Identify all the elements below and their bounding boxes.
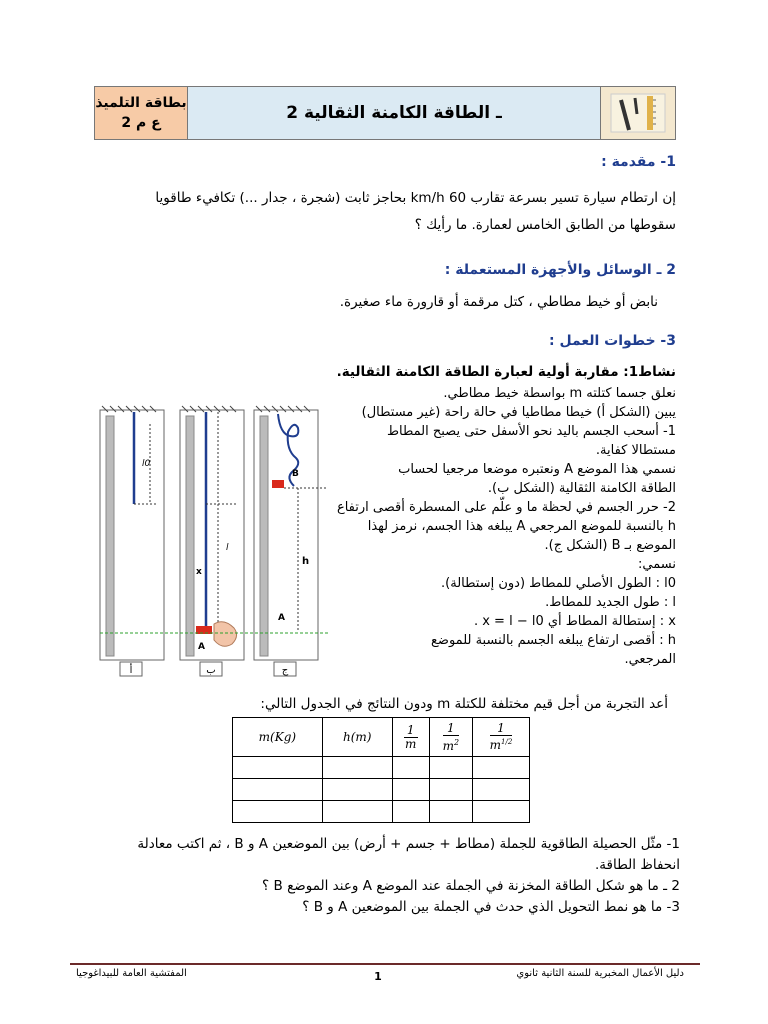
cell[interactable] bbox=[429, 757, 472, 779]
results-table bbox=[232, 717, 530, 823]
card-level: ع م 2 bbox=[121, 115, 161, 131]
col-header-inv-m: $\frac{1}{m}$ bbox=[392, 718, 429, 757]
table-row bbox=[233, 757, 530, 779]
cell[interactable] bbox=[233, 757, 323, 779]
section2-line1: نابض أو خيط مطاطي ، كتل مرقمة أو قارورة ماء صغيرة. bbox=[339, 294, 658, 310]
procedure-line: 2- حرر الجسم في لحظة ما و علّم على المسطرة أقصى ارتفاع bbox=[336, 500, 676, 515]
student-card-box bbox=[95, 87, 188, 139]
questions-block bbox=[60, 834, 680, 918]
cell[interactable] bbox=[322, 757, 392, 779]
procedure-line: المرجعي. bbox=[624, 652, 676, 667]
procedure-line: x : إستطالة المطاط أي x = l − l0 . bbox=[473, 614, 676, 629]
label-l: l bbox=[226, 543, 229, 553]
section1-line2: سقوطها من الطابق الخامس لعمارة. ما رأيك ؟ bbox=[414, 217, 676, 233]
col-header-m: m(Kg) bbox=[233, 718, 323, 757]
procedure-line: نعلق جسما كتلته m بواسطة خيط مطاطي. bbox=[443, 386, 676, 401]
procedure-line: نسمي: bbox=[638, 557, 676, 572]
label-h: h bbox=[302, 556, 310, 567]
section1-heading: 1- مقدمة : bbox=[601, 154, 676, 170]
header-bar bbox=[94, 86, 676, 140]
footer-divider bbox=[70, 963, 700, 965]
procedure-line: h : أقصى ارتفاع يبلغه الجسم بالنسبة للموضع bbox=[431, 633, 676, 648]
ruler-icon bbox=[607, 92, 669, 134]
cell[interactable] bbox=[472, 779, 529, 801]
label-l0: l0 bbox=[142, 459, 151, 469]
label-A-b: A bbox=[198, 642, 205, 652]
question-line: 2 ـ ما هو شكل الطاقة المخزنة في الجملة عند الموضع A وعند الموضع B ؟ bbox=[262, 878, 680, 894]
cell[interactable] bbox=[392, 801, 429, 823]
label-fig-c: ج bbox=[281, 665, 289, 676]
section1-line1: إن ارتطام سيارة تسير بسرعة تقارب 60 km/h بحاجز ثابت (شجرة ، جدار ...) تكافيء طاقويا bbox=[155, 190, 676, 206]
cell[interactable] bbox=[392, 779, 429, 801]
col-header-inv-sqrt-m: $\frac{1}{m^{1/2}}$ bbox=[472, 718, 529, 757]
procedure-line: مستطالا كفاية. bbox=[595, 443, 676, 458]
procedure-line: يبين (الشكل أ) خيطا مطاطيا في حالة راحة (غير مستطال) bbox=[361, 405, 676, 420]
frame-c bbox=[254, 406, 328, 660]
page-number: 1 bbox=[374, 970, 382, 983]
question-line: 1- مثّل الحصيلة الطاقوية للجملة (مطاط + جسم + أرض) بين الموضعين A و B ، ثم اكتب معادلة bbox=[137, 836, 680, 852]
label-A-c: A bbox=[278, 613, 285, 623]
mass-block-top bbox=[272, 480, 284, 488]
frame-b bbox=[180, 406, 244, 660]
col-header-inv-m2: $\frac{1}{m^2}$ bbox=[429, 718, 472, 757]
cell[interactable] bbox=[322, 801, 392, 823]
page-title: 2 ـ الطاقة الكامنة الثقالية bbox=[188, 87, 601, 139]
col-header-h: h(m) bbox=[322, 718, 392, 757]
procedure-line: l0 : الطول الأصلي للمطاط (دون إستطالة). bbox=[441, 576, 676, 591]
cell[interactable] bbox=[429, 801, 472, 823]
label-B: B bbox=[292, 469, 299, 479]
cell[interactable] bbox=[472, 757, 529, 779]
frame-a bbox=[100, 406, 164, 660]
label-x: x bbox=[196, 567, 202, 577]
procedure-line: l : طول الجديد للمطاط. bbox=[545, 595, 676, 610]
footer-right: دليل الأعمال المخبرية للسنة الثانية ثانوي bbox=[516, 968, 684, 979]
section3-heading: 3- خطوات العمل : bbox=[549, 333, 676, 349]
logo-box bbox=[601, 87, 675, 139]
label-fig-a: أ bbox=[129, 665, 133, 676]
label-fig-b: ب bbox=[206, 665, 216, 676]
cell[interactable] bbox=[322, 779, 392, 801]
cell[interactable] bbox=[472, 801, 529, 823]
procedure-text bbox=[316, 384, 676, 669]
cell[interactable] bbox=[429, 779, 472, 801]
cell[interactable] bbox=[392, 757, 429, 779]
procedure-line: الطاقة الكامنة الثقالية (الشكل ب). bbox=[487, 481, 676, 496]
table-row bbox=[233, 779, 530, 801]
activity-title: نشاط1: مقاربة أولية لعبارة الطاقة الكامنة الثقالية. bbox=[336, 364, 676, 380]
table-header-row bbox=[233, 718, 530, 757]
mass-block bbox=[196, 626, 212, 634]
procedure-line: الموضع بـ B (الشكل ج). bbox=[544, 538, 676, 553]
procedure-line: h بالنسبة للموضع المرجعي A يبلغه هذا الجسم، نرمز لهذا bbox=[367, 519, 676, 534]
section2-heading: 2 ـ الوسائل والأجهزة المستعملة : bbox=[444, 262, 676, 278]
procedure-line: 1- أسحب الجسم باليد نحو الأسفل حتى يصبح المطاط bbox=[387, 424, 676, 439]
question-line: انحفاظ الطاقة. bbox=[595, 857, 680, 873]
question-line: 3- ما هو نمط التحويل الذي حدث في الجملة بين الموضعين A و B ؟ bbox=[302, 899, 680, 915]
footer-left: المفتشية العامة للبيداغوجيا bbox=[76, 968, 187, 979]
table-intro: أعد التجربة من أجل قيم مختلفة للكتلة m ودون النتائج في الجدول التالي: bbox=[260, 696, 668, 712]
table-row bbox=[233, 801, 530, 823]
cell[interactable] bbox=[233, 801, 323, 823]
procedure-line: نسمي هذا الموضع A ونعتبره موضعا مرجعيا لحساب bbox=[398, 462, 676, 477]
experiment-figure bbox=[98, 404, 330, 680]
cell[interactable] bbox=[233, 779, 323, 801]
card-title: بطاقة التلميذ bbox=[95, 95, 187, 111]
